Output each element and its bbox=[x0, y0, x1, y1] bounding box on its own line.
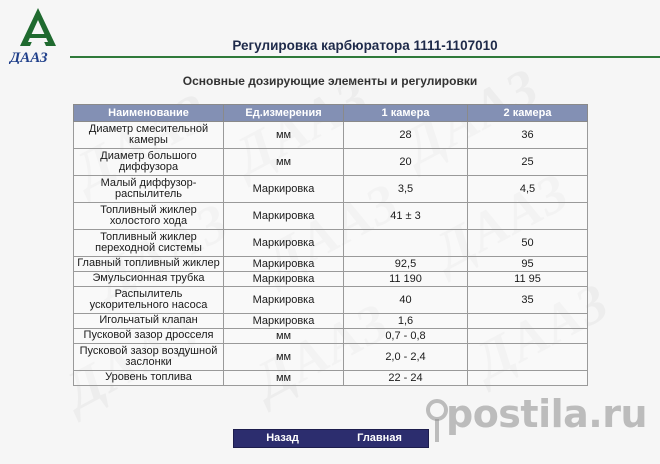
param-unit: мм bbox=[224, 344, 344, 371]
daaz-logo bbox=[8, 6, 68, 64]
param-unit: Маркировка bbox=[224, 287, 344, 314]
param-chamber-2: 36 bbox=[468, 122, 588, 149]
param-chamber-1: 92,5 bbox=[344, 257, 468, 272]
table-row bbox=[74, 344, 588, 371]
param-chamber-1: 3,5 bbox=[344, 176, 468, 203]
param-chamber-1: 20 bbox=[344, 149, 468, 176]
table-row bbox=[74, 371, 588, 386]
table-row bbox=[74, 314, 588, 329]
param-name: Пусковой зазор воздушной заслонки bbox=[74, 344, 224, 371]
carburetor-params-table bbox=[73, 104, 588, 386]
param-chamber-1: 2,0 - 2,4 bbox=[344, 344, 468, 371]
param-chamber-2 bbox=[468, 203, 588, 230]
column-header-chamber-1: 1 камера bbox=[344, 105, 468, 122]
table-row bbox=[74, 257, 588, 272]
postila-watermark bbox=[418, 392, 660, 454]
param-chamber-2 bbox=[468, 329, 588, 344]
param-name: Малый диффузор-распылитель bbox=[74, 176, 224, 203]
header-divider bbox=[70, 56, 660, 58]
param-chamber-1: 11 190 bbox=[344, 272, 468, 287]
table-row bbox=[74, 230, 588, 257]
back-button[interactable]: Назад bbox=[266, 432, 299, 444]
param-chamber-2: 50 bbox=[468, 230, 588, 257]
postila-text: postila.ru bbox=[446, 392, 648, 436]
param-chamber-1: 28 bbox=[344, 122, 468, 149]
svg-text:ДААЗ: ДААЗ bbox=[10, 50, 48, 64]
column-header-unit: Ед.измерения bbox=[224, 105, 344, 122]
param-chamber-2 bbox=[468, 314, 588, 329]
param-chamber-1 bbox=[344, 230, 468, 257]
param-name: Пусковой зазор дросселя bbox=[74, 329, 224, 344]
param-unit: Маркировка bbox=[224, 314, 344, 329]
param-unit: Маркировка bbox=[224, 203, 344, 230]
param-chamber-2: 4,5 bbox=[468, 176, 588, 203]
param-chamber-1: 22 - 24 bbox=[344, 371, 468, 386]
param-chamber-1: 41 ± 3 bbox=[344, 203, 468, 230]
column-header-name: Наименование bbox=[74, 105, 224, 122]
param-unit: Маркировка bbox=[224, 230, 344, 257]
page-title: Регулировка карбюратора 1111-1107010 bbox=[232, 38, 498, 53]
param-name: Уровень топлива bbox=[74, 371, 224, 386]
bottom-nav-bar bbox=[233, 429, 429, 448]
param-unit: Маркировка bbox=[224, 176, 344, 203]
param-name: Топливный жиклер холостого хода bbox=[74, 203, 224, 230]
param-unit: Маркировка bbox=[224, 272, 344, 287]
logo-icon bbox=[8, 6, 68, 64]
table-header-row bbox=[74, 105, 588, 122]
table-row bbox=[74, 203, 588, 230]
param-name: Главный топливный жиклер bbox=[74, 257, 224, 272]
table-row bbox=[74, 272, 588, 287]
param-name: Диаметр смесительной камеры bbox=[74, 122, 224, 149]
param-chamber-2: 95 bbox=[468, 257, 588, 272]
param-chamber-2: 11 95 bbox=[468, 272, 588, 287]
table-row bbox=[74, 329, 588, 344]
param-unit: мм bbox=[224, 329, 344, 344]
table-row bbox=[74, 122, 588, 149]
param-chamber-1: 1,6 bbox=[344, 314, 468, 329]
section-subtitle: Основные дозирующие элементы и регулировки bbox=[182, 74, 478, 88]
param-name: Игольчатый клапан bbox=[74, 314, 224, 329]
param-unit: мм bbox=[224, 149, 344, 176]
param-name: Эмульсионная трубка bbox=[74, 272, 224, 287]
param-chamber-1: 0,7 - 0,8 bbox=[344, 329, 468, 344]
param-name: Топливный жиклер переходной системы bbox=[74, 230, 224, 257]
param-name: Распылитель ускорительного насоса bbox=[74, 287, 224, 314]
param-name: Диаметр большого диффузора bbox=[74, 149, 224, 176]
param-chamber-2 bbox=[468, 344, 588, 371]
table-row bbox=[74, 176, 588, 203]
param-chamber-2: 35 bbox=[468, 287, 588, 314]
param-unit: мм bbox=[224, 371, 344, 386]
table-row bbox=[74, 149, 588, 176]
pin-icon bbox=[426, 398, 448, 444]
table-row bbox=[74, 287, 588, 314]
param-unit: Маркировка bbox=[224, 257, 344, 272]
param-chamber-1: 40 bbox=[344, 287, 468, 314]
param-chamber-2 bbox=[468, 371, 588, 386]
home-button[interactable]: Главная bbox=[357, 432, 402, 444]
param-chamber-2: 25 bbox=[468, 149, 588, 176]
column-header-chamber-2: 2 камера bbox=[468, 105, 588, 122]
param-unit: мм bbox=[224, 122, 344, 149]
